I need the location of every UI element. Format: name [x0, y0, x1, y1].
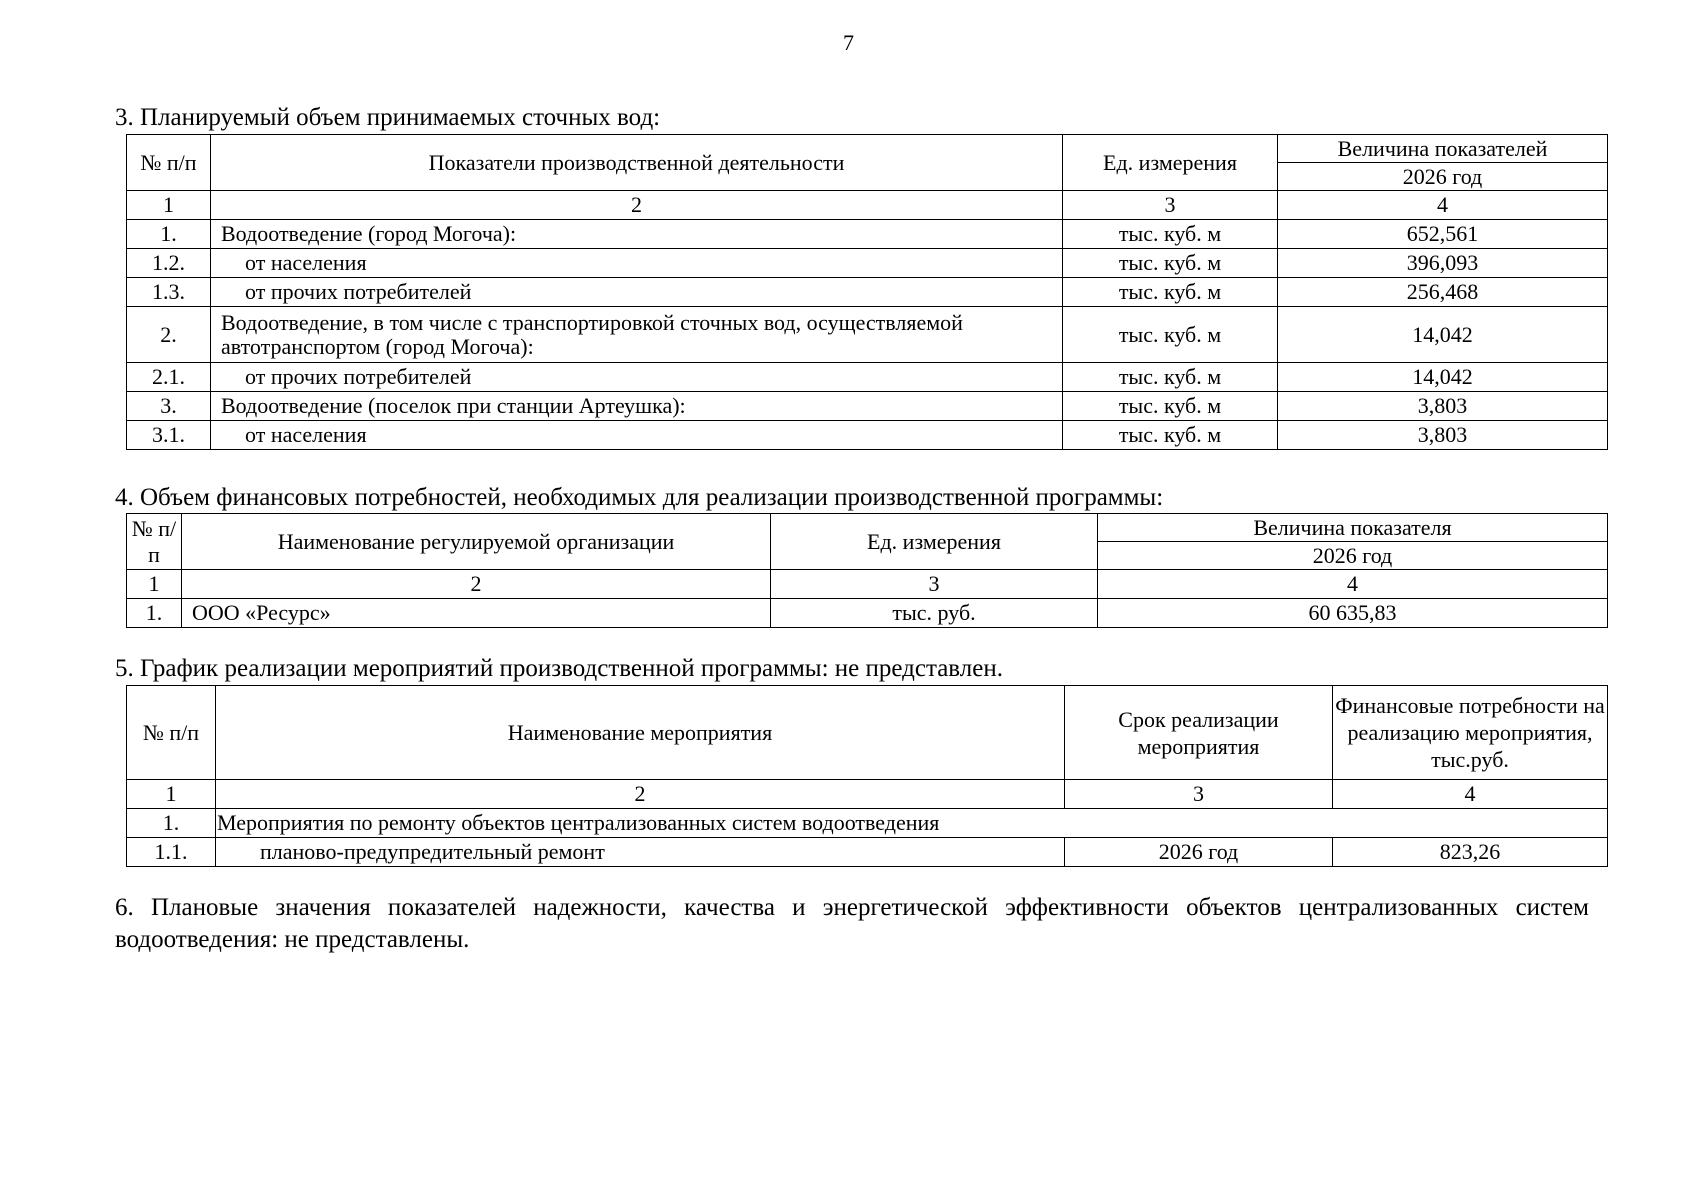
section3-heading: 3. Планируемый объем принимаемых сточных вод:: [115, 104, 661, 131]
table-row: [127, 809, 1608, 838]
row-value: 3,803: [1278, 421, 1608, 450]
row-unit: тыс. куб. м: [1063, 220, 1278, 249]
col-number: 2: [211, 191, 1063, 220]
row-name: Водоотведение, в том числе с транспортировкой сточных вод, осуществляемой автотранспортом (город Могоча):: [211, 307, 1063, 363]
row-num: 3.: [127, 392, 211, 421]
header-year: 2026 год: [1098, 542, 1608, 570]
row-name: планово-предупредительный ремонт: [216, 838, 1065, 867]
row-num: 2.: [127, 307, 211, 363]
col-number: 2: [182, 570, 771, 599]
header-value-group: Величина показателя: [1098, 514, 1608, 542]
table-row: [127, 307, 1608, 363]
row-value: 14,042: [1278, 363, 1608, 392]
table-row: [127, 249, 1608, 278]
header-num: № п/п: [127, 514, 182, 570]
row-unit: тыс. куб. м: [1063, 278, 1278, 307]
table-row: [127, 363, 1608, 392]
row-value: 396,093: [1278, 249, 1608, 278]
row-unit: тыс. куб. м: [1063, 392, 1278, 421]
row-unit: тыс. куб. м: [1063, 363, 1278, 392]
table-row: [127, 220, 1608, 249]
section6-paragraph: 6. Плановые значения показателей надежности, качества и энергетической эффективности объектов централизованных систем водоотведения: не представлены.: [115, 894, 1589, 953]
row-num: 2.1.: [127, 363, 211, 392]
col-number: 1: [127, 191, 211, 220]
col-number: 2: [216, 780, 1065, 809]
row-unit: тыс. руб.: [771, 599, 1098, 628]
row-name: от прочих потребителей: [211, 363, 1063, 392]
table-row: [127, 838, 1608, 867]
section4-heading: 4. Объем финансовых потребностей, необходимых для реализации производственной программы:: [115, 484, 1164, 511]
row-unit: тыс. куб. м: [1063, 249, 1278, 278]
row-org: ООО «Ресурс»: [182, 599, 771, 628]
row-num: 1.: [127, 809, 216, 838]
row-value: 60 635,83: [1098, 599, 1608, 628]
section5-heading: 5. График реализации мероприятий производственной программы: не представлен.: [115, 655, 1003, 682]
row-term: 2026 год: [1065, 838, 1333, 867]
events-schedule-table: [126, 685, 1608, 867]
header-year: 2026 год: [1278, 163, 1608, 191]
table-row: [127, 599, 1608, 628]
row-finance: 823,26: [1333, 838, 1608, 867]
financial-needs-table: [126, 513, 1608, 628]
col-number: 4: [1098, 570, 1608, 599]
header-finance: Финансовые потребности на реализацию мероприятия, тыс.руб.: [1333, 686, 1608, 780]
row-value: 652,561: [1278, 220, 1608, 249]
wastewater-volume-table: [126, 134, 1608, 450]
table-row: [127, 392, 1608, 421]
table-row: [127, 421, 1608, 450]
header-num: № п/п: [127, 135, 211, 191]
header-value-group: Величина показателей: [1278, 135, 1608, 163]
row-unit: тыс. куб. м: [1063, 421, 1278, 450]
page-number: 7: [843, 30, 854, 55]
row-name: от населения: [211, 421, 1063, 450]
col-number: 1: [127, 780, 216, 809]
col-number: 3: [1065, 780, 1333, 809]
row-num: 1.3.: [127, 278, 211, 307]
row-name: Водоотведение (город Могоча):: [211, 220, 1063, 249]
header-event: Наименование мероприятия: [216, 686, 1065, 780]
row-num: 1.: [127, 220, 211, 249]
header-num: № п/п: [127, 686, 216, 780]
row-name: Водоотведение (поселок при станции Артеушка):: [211, 392, 1063, 421]
header-unit: Ед. измерения: [1063, 135, 1278, 191]
header-org: Наименование регулируемой организации: [182, 514, 771, 570]
group-row-name: Мероприятия по ремонту объектов централизованных систем водоотведения: [216, 809, 1608, 838]
row-num: 3.1.: [127, 421, 211, 450]
row-num: 1.1.: [127, 838, 216, 867]
row-name: от населения: [211, 249, 1063, 278]
row-name: от прочих потребителей: [211, 278, 1063, 307]
row-num: 1.2.: [127, 249, 211, 278]
row-unit: тыс. куб. м: [1063, 307, 1278, 363]
col-number: 4: [1278, 191, 1608, 220]
row-value: 14,042: [1278, 307, 1608, 363]
col-number: 3: [771, 570, 1098, 599]
header-term: Срок реализации мероприятия: [1065, 686, 1333, 780]
header-indicator: Показатели производственной деятельности: [211, 135, 1063, 191]
table-row: [127, 278, 1608, 307]
col-number: 3: [1063, 191, 1278, 220]
col-number: 4: [1333, 780, 1608, 809]
row-num: 1.: [127, 599, 182, 628]
row-value: 256,468: [1278, 278, 1608, 307]
row-value: 3,803: [1278, 392, 1608, 421]
col-number: 1: [127, 570, 182, 599]
header-unit: Ед. измерения: [771, 514, 1098, 570]
